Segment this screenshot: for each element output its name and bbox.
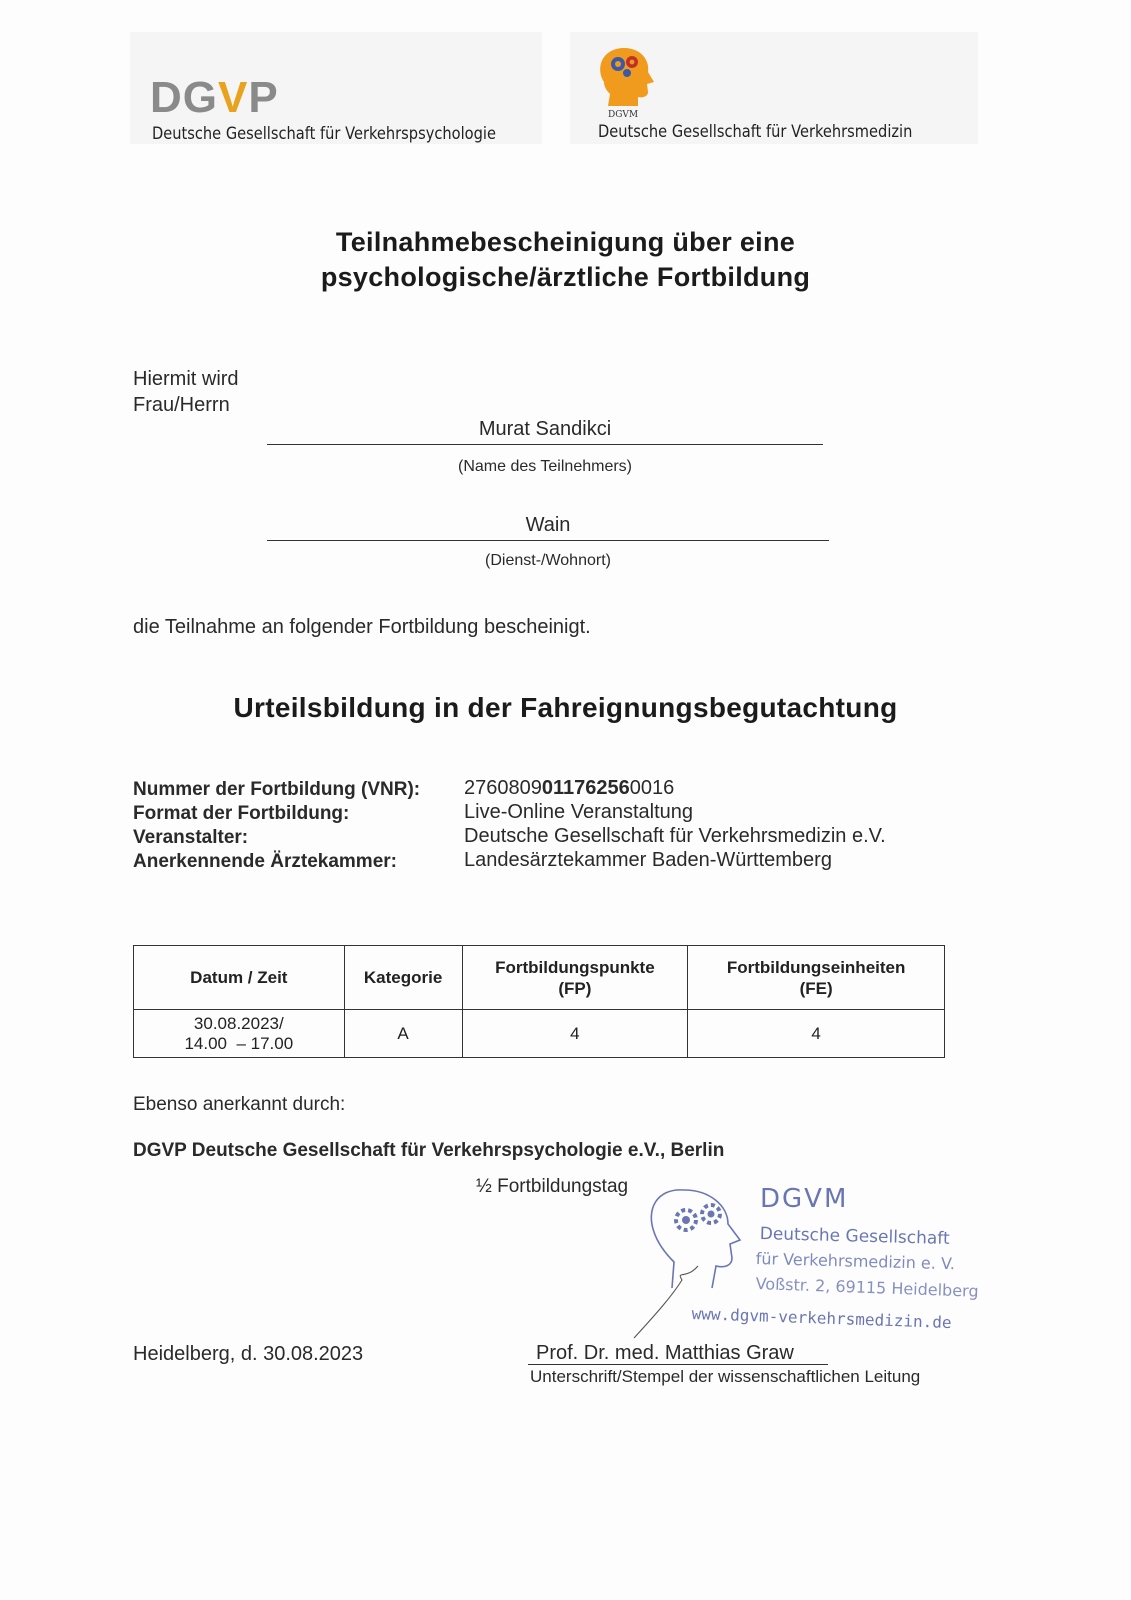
cell-date-time bbox=[134, 1010, 345, 1058]
table-row bbox=[134, 1010, 945, 1058]
signature-caption: Unterschrift/Stempel der wissenschaftlichen Leitung bbox=[530, 1367, 921, 1386]
detail-label-chamber: Anerkennende Ärztekammer: bbox=[133, 851, 397, 872]
certificate-title-line-2: psychologische/ärztliche Fortbildung bbox=[320, 262, 811, 292]
header-date-time: Datum / Zeit bbox=[134, 946, 345, 1010]
detail-value-format: Live-Online Veranstaltung bbox=[464, 801, 694, 823]
participant-place: Wain bbox=[525, 514, 571, 536]
header-category: Kategorie bbox=[344, 946, 462, 1010]
dgvm-logo-acronym: DGVM bbox=[608, 110, 639, 120]
vnr-bold-part: 01176256 bbox=[541, 777, 630, 799]
place-and-date: Heidelberg, d. 30.08.2023 bbox=[133, 1343, 364, 1365]
dgvp-logo-caption: Deutsche Gesellschaft für Verkehrspsychologie bbox=[152, 124, 496, 144]
also-recognized-label: Ebenso anerkannt durch: bbox=[133, 1094, 346, 1115]
stamp-line-2: für Verkehrsmedizin e. V. bbox=[755, 1249, 956, 1274]
signatory-name: Prof. Dr. med. Matthias Graw bbox=[536, 1342, 794, 1364]
also-recognized-organization: DGVP Deutsche Gesellschaft für Verkehrspsychologie e.V., Berlin bbox=[133, 1140, 725, 1161]
dgvp-logo-wordmark bbox=[150, 73, 279, 123]
cell-date: 30.08.2023/ bbox=[193, 1013, 284, 1033]
table-header-row bbox=[134, 946, 945, 1010]
participant-name-caption: (Name des Teilnehmers) bbox=[458, 458, 632, 475]
stamp-acronym: DGVM bbox=[760, 1184, 849, 1214]
course-title: Urteilsbildung in der Fahreignungsbegutachtung bbox=[233, 692, 898, 723]
dgvm-head-logo-icon bbox=[594, 42, 660, 108]
credits-table bbox=[133, 945, 945, 1058]
place-underline bbox=[267, 540, 829, 541]
stamp-line-1: Deutsche Gesellschaft bbox=[759, 1224, 950, 1249]
cell-category: A bbox=[344, 1010, 462, 1058]
vnr-suffix: 0016 bbox=[629, 777, 675, 799]
also-recognized-credit: ½ Fortbildungstag bbox=[476, 1176, 629, 1197]
header-fp-line2: (FP) bbox=[558, 978, 592, 998]
stamp-line-3: Voßstr. 2, 69115 Heidelberg bbox=[755, 1274, 979, 1301]
intro-line-1: Hiermit wird bbox=[133, 368, 239, 390]
detail-label-organizer: Veranstalter: bbox=[133, 827, 249, 848]
detail-value-vnr bbox=[464, 777, 674, 800]
header-fe-line1: Fortbildungseinheiten bbox=[726, 957, 906, 977]
header-fe bbox=[688, 946, 945, 1010]
confirmation-text: die Teilnahme an folgender Fortbildung bescheinigt. bbox=[133, 616, 591, 638]
header-fe-line2: (FE) bbox=[799, 978, 833, 998]
detail-label-vnr: Nummer der Fortbildung (VNR): bbox=[133, 779, 421, 800]
signature-line bbox=[528, 1364, 828, 1365]
vnr-prefix: 2760809 bbox=[464, 777, 542, 799]
dgvm-logo-caption: Deutsche Gesellschaft für Verkehrsmedizin bbox=[598, 122, 913, 142]
header-fp-line1: Fortbildungspunkte bbox=[495, 957, 655, 977]
participant-name: Murat Sandikci bbox=[478, 418, 612, 440]
stamp-url: www.dgvm-verkehrsmedizin.de bbox=[691, 1304, 952, 1333]
name-underline bbox=[267, 444, 823, 445]
certificate-title-line-1: Teilnahmebescheinigung über eine bbox=[335, 227, 796, 257]
intro-line-2: Frau/Herrn bbox=[133, 394, 230, 416]
detail-value-organizer: Deutsche Gesellschaft für Verkehrsmedizin e.V. bbox=[464, 825, 886, 847]
dgvp-wordmark-text: DGVP bbox=[150, 73, 279, 122]
detail-value-chamber: Landesärztekammer Baden-Württemberg bbox=[464, 849, 832, 871]
cell-fp: 4 bbox=[462, 1010, 688, 1058]
cell-time: 14.00 – 17.00 bbox=[184, 1033, 294, 1053]
cell-fe: 4 bbox=[688, 1010, 945, 1058]
header-fp bbox=[462, 946, 688, 1010]
participant-place-caption: (Dienst-/Wohnort) bbox=[485, 552, 611, 569]
detail-label-format: Format der Fortbildung: bbox=[133, 803, 350, 824]
